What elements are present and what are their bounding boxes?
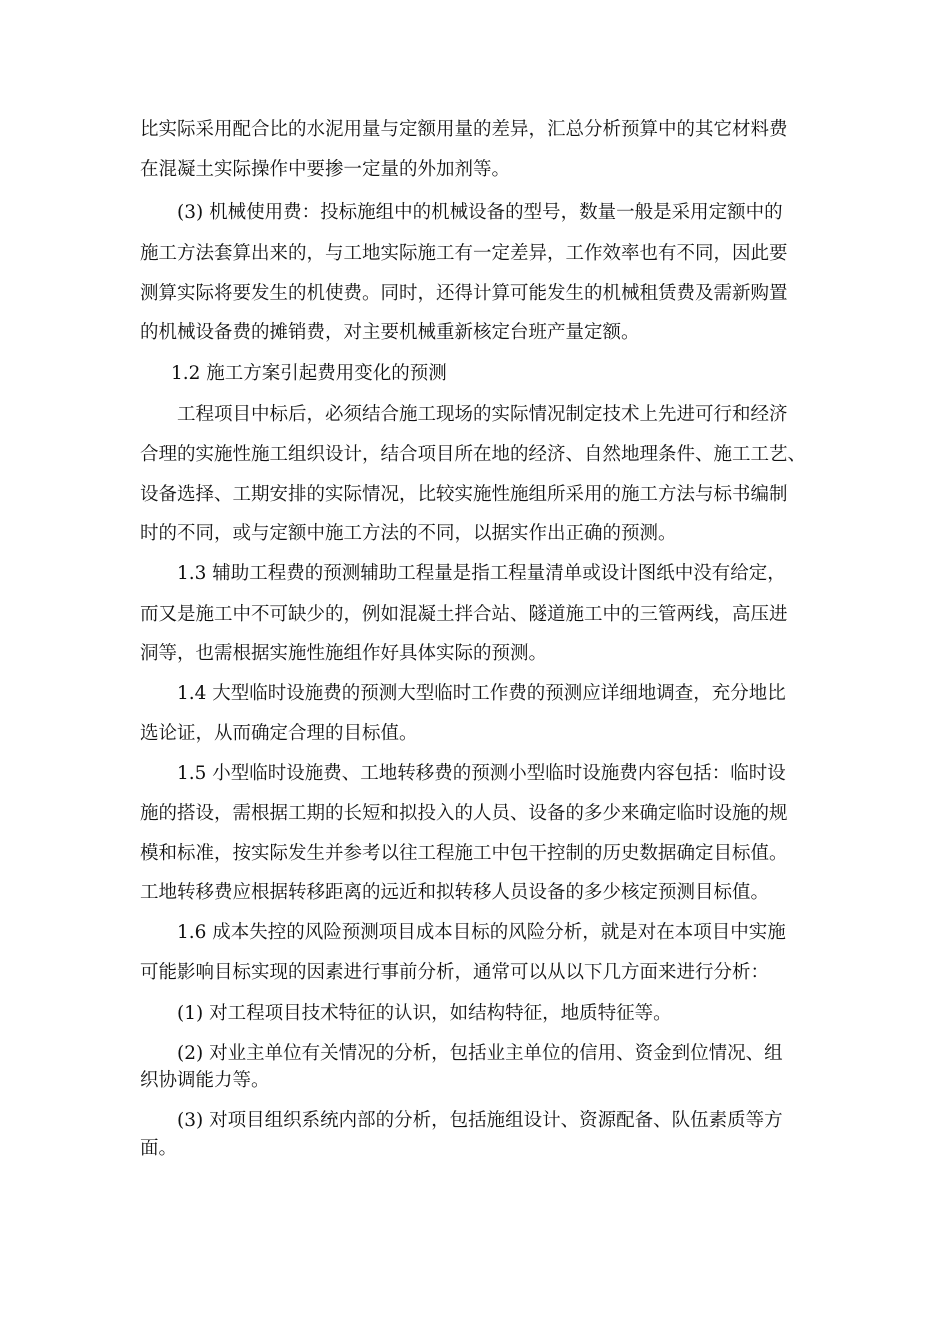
text-line: 1.4 大型临时设施费的预测大型临时工作费的预测应详细地调查，充分地比 [177,683,786,704]
text-line: (2) 对业主单位有关情况的分析，包括业主单位的信用、资金到位情况、组 [177,1043,783,1064]
text-line: 的机械设备费的摊销费，对主要机械重新核定台班产量定额。 [140,322,640,343]
text-line: 而又是施工中不可缺少的，例如混凝土拌合站、隧道施工中的三管两线，高压进 [140,604,788,625]
text-line: (3) 机械使用费：投标施组中的机械设备的型号，数量一般是采用定额中的 [177,202,783,223]
text-line: 比实际采用配合比的水泥用量与定额用量的差异，汇总分析预算中的其它材料费 [140,119,788,140]
text-line: (1) 对工程项目技术特征的认识，如结构特征，地质特征等。 [177,1003,672,1024]
text-line: 施工方法套算出来的，与工地实际施工有一定差异，工作效率也有不同，因此要 [140,243,788,264]
text-line: 时的不同，或与定额中施工方法的不同，以据实作出正确的预测。 [140,523,677,544]
text-line: (3) 对项目组织系统内部的分析，包括施组设计、资源配备、队伍素质等方 [177,1110,783,1131]
text-line: 可能影响目标实现的因素进行事前分析，通常可以从以下几方面来进行分析： [140,962,770,983]
text-line: 选论证，从而确定合理的目标值。 [140,723,418,744]
text-line: 1.6 成本失控的风险预测项目成本目标的风险分析，就是对在本项目中实施 [177,922,786,943]
text-line: 设备选择、工期安排的实际情况，比较实施性施组所采用的施工方法与标书编制 [140,484,788,505]
text-line: 工地转移费应根据转移距离的远近和拟转移人员设备的多少核定预测目标值。 [140,882,770,903]
text-line: 洞等，也需根据实施性施组作好具体实际的预测。 [140,643,548,664]
text-line: 1.5 小型临时设施费、工地转移费的预测小型临时设施费内容包括：临时设 [177,763,786,784]
text-line: 在混凝土实际操作中要掺一定量的外加剂等。 [140,159,511,180]
text-line: 测算实际将要发生的机使费。同时，还得计算可能发生的机械租赁费及需新购置 [140,283,788,304]
section-heading: 1.2 施工方案引起费用变化的预测 [171,363,447,384]
text-line: 面。 [140,1138,178,1159]
text-line: 施的搭设，需根据工期的长短和拟投入的人员、设备的多少来确定临时设施的规 [140,803,788,824]
text-line: 织协调能力等。 [140,1070,270,1091]
text-line: 合理的实施性施工组织设计，结合项目所在地的经济、自然地理条件、施工工艺、 [140,444,807,465]
text-line: 模和标准，按实际发生并参考以往工程施工中包干控制的历史数据确定目标值。 [140,843,788,864]
text-line: 1.3 辅助工程费的预测辅助工程量是指工程量清单或设计图纸中没有给定， [177,563,786,584]
text-line: 工程项目中标后，必须结合施工现场的实际情况制定技术上先进可行和经济 [177,404,788,425]
